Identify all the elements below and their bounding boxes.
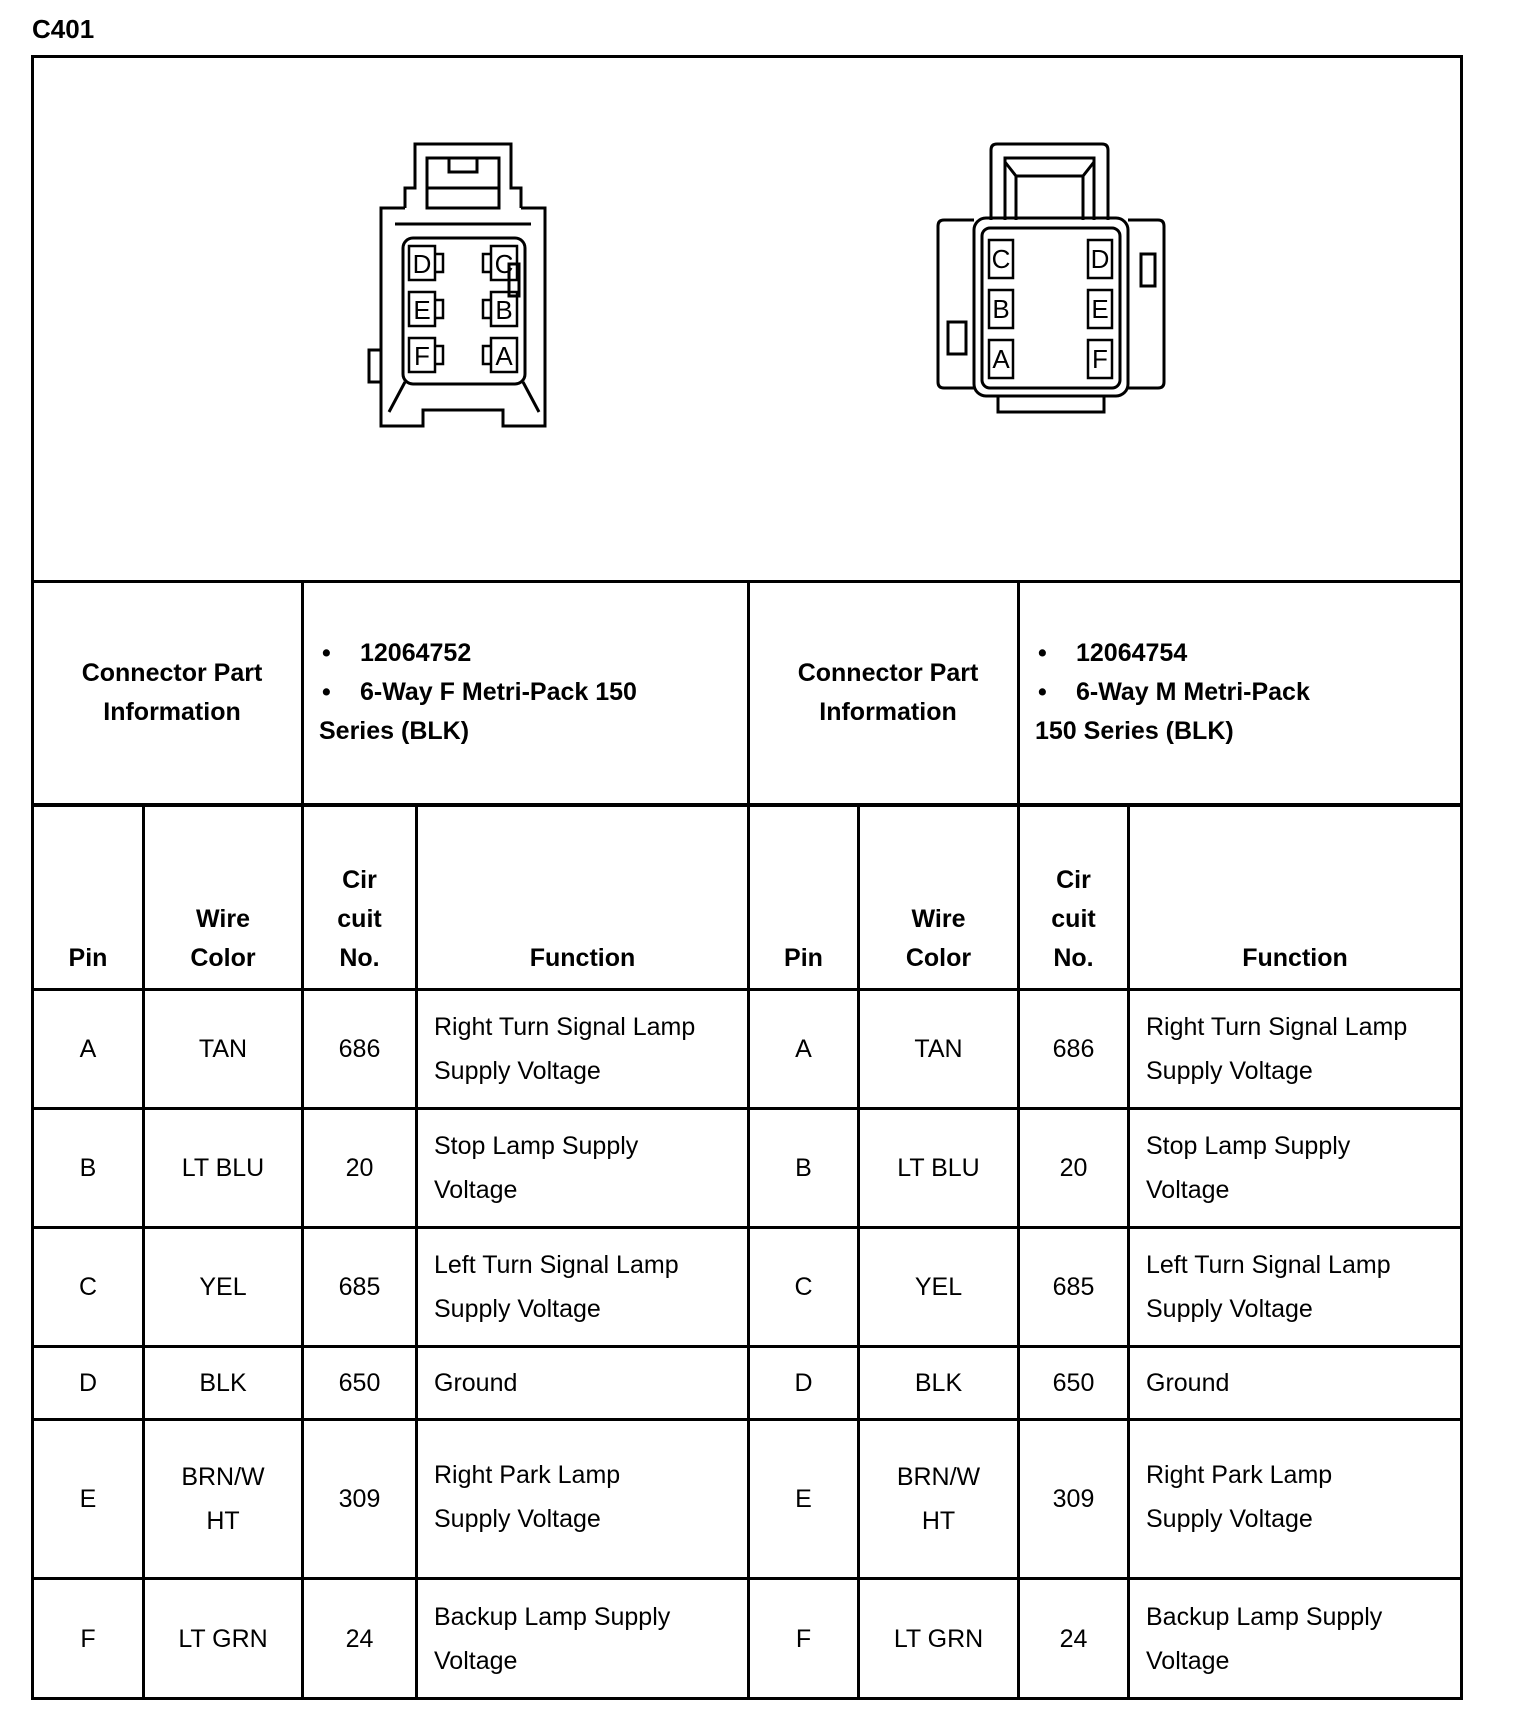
circuit-cell: 309 xyxy=(338,1485,381,1513)
function-cell: Right Turn Signal Lamp Supply Voltage xyxy=(1146,1013,1408,1085)
female-pin-label: F xyxy=(414,341,430,371)
female-pin-label: B xyxy=(495,295,513,325)
header-circuit-no: Cir cuit No. xyxy=(1051,866,1096,972)
function-cell: Left Turn Signal Lamp Supply Voltage xyxy=(434,1251,679,1323)
pin-cell: B xyxy=(79,1154,97,1182)
part-description-continued: Series (BLK) xyxy=(319,717,470,745)
function-cell: Right Park Lamp Supply Voltage xyxy=(1146,1461,1333,1533)
connector-part-details xyxy=(1020,634,1460,751)
male-pin-label: D xyxy=(1090,244,1110,274)
circuit-cell: 20 xyxy=(345,1154,374,1182)
male-pin-label: F xyxy=(1092,344,1108,374)
pin-cell: C xyxy=(78,1273,98,1301)
male-pin-label: E xyxy=(1091,294,1109,324)
function-cell: Ground xyxy=(1146,1369,1230,1397)
wire-color-cell: TAN xyxy=(198,1035,248,1063)
circuit-cell: 685 xyxy=(338,1273,381,1301)
function-cell: Right Park Lamp Supply Voltage xyxy=(434,1461,621,1533)
circuit-cell: 650 xyxy=(1052,1369,1095,1397)
male-pin-label: A xyxy=(992,344,1010,374)
function-cell: Backup Lamp Supply Voltage xyxy=(1146,1602,1383,1675)
pin-cell: D xyxy=(78,1369,98,1397)
wire-color-cell: TAN xyxy=(914,1035,963,1063)
bullet-icon: • xyxy=(1038,678,1047,706)
part-description-continued: 150 Series (BLK) xyxy=(1035,717,1234,745)
part-number: 12064754 xyxy=(1076,639,1188,667)
pin-cell: D xyxy=(794,1369,813,1397)
wire-color-cell: LT GRN xyxy=(178,1624,268,1653)
female-pin-label: D xyxy=(412,249,432,279)
wire-color-cell: BRN/WHT xyxy=(896,1463,981,1535)
wire-color-cell: BLK xyxy=(914,1369,963,1397)
function-cell: Ground xyxy=(434,1369,518,1397)
part-description: 6-Way F Metri-Pack 150 xyxy=(360,678,637,706)
part-description: 6-Way M Metri-Pack xyxy=(1076,678,1310,706)
wire-color-cell: YEL xyxy=(914,1273,963,1301)
pin-cell: F xyxy=(80,1624,96,1653)
wire-color-cell: LT BLU xyxy=(897,1154,980,1182)
function-cell: Backup Lamp Supply Voltage xyxy=(434,1602,671,1675)
circuit-cell: 24 xyxy=(1059,1624,1088,1653)
circuit-cell: 686 xyxy=(338,1035,381,1063)
connector-part-info-label: Connector Part Information xyxy=(797,659,979,726)
header-function: Function xyxy=(1242,944,1348,972)
bullet-icon: • xyxy=(1038,639,1047,667)
part-number: 12064752 xyxy=(360,639,472,667)
function-cell: Stop Lamp Supply Voltage xyxy=(434,1132,639,1204)
header-function: Function xyxy=(529,944,636,972)
female-pin-label: E xyxy=(413,295,431,325)
connector-title: C401 xyxy=(32,14,95,44)
header-pin: Pin xyxy=(784,944,823,972)
header-circuit-no: Cir cuit No. xyxy=(337,866,382,972)
male-pin-label: C xyxy=(991,244,1011,274)
bullet-icon: • xyxy=(322,639,331,667)
function-cell: Right Turn Signal Lamp Supply Voltage xyxy=(434,1013,696,1085)
circuit-cell: 650 xyxy=(338,1369,381,1397)
circuit-cell: 20 xyxy=(1059,1154,1088,1182)
pin-cell: B xyxy=(795,1154,812,1182)
connector-table xyxy=(31,55,1463,1700)
pin-cell: E xyxy=(795,1485,812,1513)
pin-cell: F xyxy=(795,1624,812,1653)
male-pin-label: B xyxy=(992,294,1010,324)
wire-color-cell: YEL xyxy=(199,1273,247,1301)
wire-color-cell: BLK xyxy=(199,1369,247,1397)
circuit-cell: 24 xyxy=(345,1624,374,1653)
function-cell: Left Turn Signal Lamp Supply Voltage xyxy=(1146,1251,1391,1323)
circuit-cell: 309 xyxy=(1052,1485,1095,1513)
wire-color-cell: BRN/WHT xyxy=(181,1463,265,1535)
connector-part-info-label: Connector Part Information xyxy=(81,659,263,726)
header-wire-color: Wire Color xyxy=(905,905,972,972)
circuit-cell: 686 xyxy=(1052,1035,1095,1063)
pin-cell: E xyxy=(79,1485,97,1513)
circuit-cell: 685 xyxy=(1052,1273,1095,1301)
pin-cell: C xyxy=(794,1273,813,1301)
female-pin-label: C xyxy=(494,249,514,279)
wire-color-cell: LT GRN xyxy=(893,1624,984,1653)
bullet-icon: • xyxy=(322,678,331,706)
connector-part-details xyxy=(304,634,747,751)
function-cell: Stop Lamp Supply Voltage xyxy=(1146,1132,1351,1204)
male-connector-diagram xyxy=(934,142,1188,420)
header-pin: Pin xyxy=(68,944,108,972)
female-pin-label: A xyxy=(495,341,513,371)
header-wire-color: Wire Color xyxy=(190,905,256,972)
wire-color-cell: LT BLU xyxy=(181,1154,265,1182)
pin-cell: A xyxy=(795,1035,812,1063)
pin-cell: A xyxy=(79,1035,97,1063)
female-connector-diagram xyxy=(359,142,559,430)
